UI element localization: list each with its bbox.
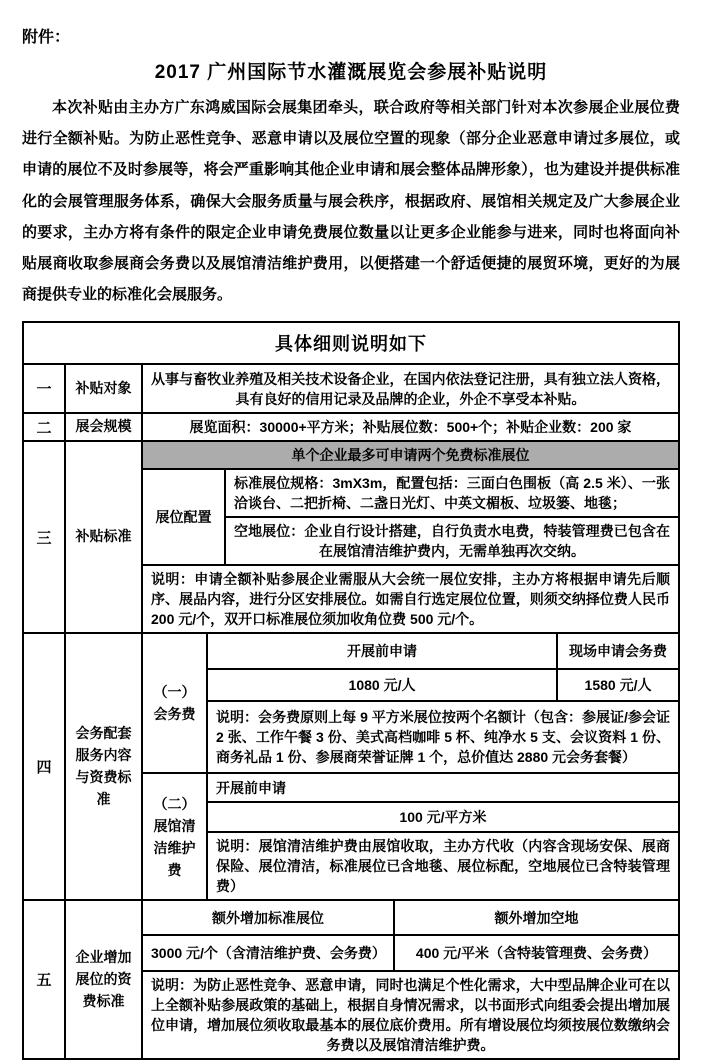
extra-standard-booth-header: 额外增加标准展位 xyxy=(212,909,324,926)
standard-booth-spec: 标准展位规格：3mX3m，配置包括：三面白色围板（高 2.5 米）、一张洽谈台、二把折椅、二盏日光灯、中英文楣板、垃圾篓、地毯； xyxy=(226,470,678,518)
row-number-2: 二 xyxy=(36,419,52,437)
onsite-apply-header: 现场申请会务费 xyxy=(556,634,678,668)
attachment-label: 附件： xyxy=(22,29,71,46)
row-label-exhibition-scale: 展会规模 xyxy=(64,414,141,440)
open-space-spec: 空地展位：企业自行设计搭建，自行负责水电费，特装管理费已包含在在展馆清洁维护费内，无需单独再次交纳。 xyxy=(234,523,670,560)
row-number-1: 一 xyxy=(36,381,52,399)
table-title: 具体细则说明如下 xyxy=(275,334,427,355)
cleaning-fee-label-line1: （二） xyxy=(153,795,196,812)
pre-show-fee-value: 1080 元/人 xyxy=(348,677,416,694)
extra-booth-note: 说明：为防止恶性竞争、恶意申请，同时也满足个性化需求，大中型品牌企业可在以上全额补贴参展政策的基础上，根据自身情况需求，以书面形式向组委会提出增加展位申请，增加展位须收取最基本的展位底价费用。所有增设展位均须按展位数缴纳会务费以及展馆清洁维护费。 xyxy=(151,977,670,1054)
details-table xyxy=(22,321,680,1060)
cleaning-pre-show-header: 开展前申请 xyxy=(208,774,678,803)
booth-config-label: 展位配置 xyxy=(143,470,226,564)
cleaning-fee-value: 100 元/平方米 xyxy=(208,803,678,833)
conference-fee-label-line1: （一） xyxy=(153,684,196,701)
row-number-3: 三 xyxy=(36,529,52,547)
free-booth-banner: 单个企业最多可申请两个免费标准展位 xyxy=(143,442,678,470)
conference-fee-label xyxy=(143,634,208,772)
subsidy-standard-note: 说明：申请全额补贴参展企业需服从大会统一展位安排，主办方将根据申请先后顺序、展品内容，进行分区安排展位。如需自行选定展位位置，则须交纳择位费人民币 200 元/个，双开口标准展位须加收角位费 500 元/个。 xyxy=(151,571,670,628)
row-number-5: 五 xyxy=(36,972,52,990)
cleaning-fee-note: 说明：展馆清洁维护费由展馆收取，主办方代收（内容含现场安保、展商保险、展位清洁，标准展位已含地毯、展位标配，空地展位已含特装管理费） xyxy=(216,838,670,895)
table-row-subsidy-standard xyxy=(24,440,678,632)
extra-standard-booth-value: 3000 元/个（含清洁维护费、会务费） xyxy=(151,945,386,962)
table-row-service-fees xyxy=(24,632,678,899)
conference-fee-note: 说明：会务费原则上每 9 平方米展位按两个名额计（包含：参展证/参会证 2 张、工作午餐 3 份、美式高档咖啡 5 杯、纯净水 5 支、会议资料 1 份、商务礼品 1 份、参展商荣誉证牌 1 个，总价值达 2880 元会务套餐） xyxy=(216,709,670,766)
subsidy-target-content: 从事与畜牧业养殖及相关技术设备企业，在国内依法登记注册，具有独立法人资格，具有良好的信用记录及品牌的企业，外企不享受本补贴。 xyxy=(151,370,670,407)
row-number-4: 四 xyxy=(36,759,52,777)
table-row-extra-booth-fees xyxy=(24,899,678,1058)
booth-config-block xyxy=(143,470,678,566)
intro-paragraph: 本次补贴由主办方广东鸿威国际会展集团牵头，联合政府等相关部门针对本次参展企业展位费进行全额补贴。为防止恶性竞争、恶意申请以及展位空置的现象（部分企业恶意申请过多展位，或申请的展位不及时参展等，将会严重影响其他企业申请和展会整体品牌形象），也为建设并提供标准化的会展管理服务体系，确保大会服务质量与展会秩序，根据政府、展馆相关规定及广大参展企业的要求，主办方将有条件的限定企业申请免费展位数量以让更多企业能参与进来，同时也将面向补贴展商收取参展商会务费以及展馆清洁维护费用，以便搭建一个舒适便捷的展贸环境，更好的为展商提供专业的标准化会展服务。 xyxy=(22,99,680,304)
pre-show-apply-header: 开展前申请 xyxy=(347,643,417,660)
table-row-subsidy-target xyxy=(24,363,678,412)
row-label-service-fees: 会务配套服务内容与资费标准 xyxy=(64,634,141,899)
table-row-exhibition-scale xyxy=(24,412,678,440)
row-label-subsidy-target: 补贴对象 xyxy=(64,365,141,412)
conference-fee-label-line2: 会务费 xyxy=(153,706,196,723)
extra-open-space-header: 额外增加空地 xyxy=(393,901,678,934)
onsite-fee-value: 1580 元/人 xyxy=(556,670,678,700)
page-title: 2017 广州国际节水灌溉展览会参展补贴说明 xyxy=(154,62,548,83)
row-label-subsidy-standard: 补贴标准 xyxy=(64,442,141,632)
extra-open-space-value: 400 元/平米（含特装管理费、会务费） xyxy=(393,936,678,970)
conference-fee-section xyxy=(143,634,678,774)
cleaning-fee-label-line2: 展馆清洁维护费 xyxy=(153,817,196,878)
cleaning-fee-section xyxy=(143,774,678,899)
cleaning-fee-label xyxy=(143,774,208,899)
row-label-extra-booth-fees: 企业增加展位的资费标准 xyxy=(64,901,141,1058)
exhibition-scale-content: 展览面积：30000+平方米；补贴展位数：500+个；补贴企业数：200 家 xyxy=(189,419,632,436)
